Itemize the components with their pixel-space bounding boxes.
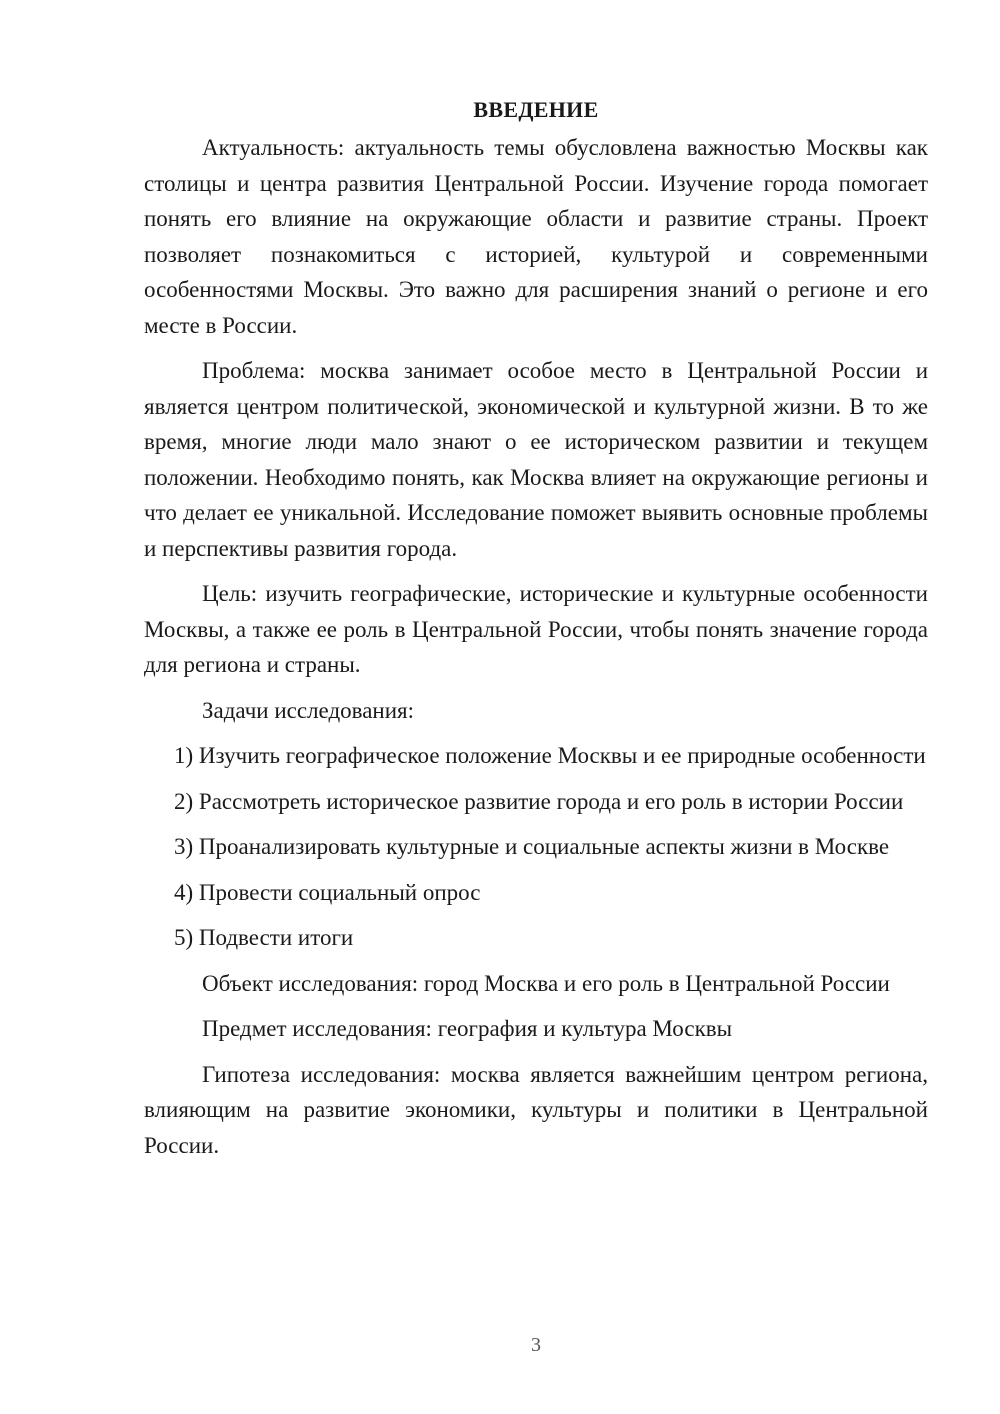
page-content [144,92,928,1173]
goal-paragraph: Цель: изучить географические, исторические и культурные особенности Москвы, а также ее роль в Центральной России, чтобы понять значение города для региона и страны. [144,581,928,677]
object-paragraph: Объект исследования: город Москва и его роль в Центральной России [202,970,890,996]
subject-paragraph: Предмет исследования: география и культура Москвы [202,1016,733,1041]
page-number: 3 [531,1334,541,1356]
tasks-title: Задачи исследования: [202,697,415,723]
task-item-4: 4) Провести социальный опрос [174,879,481,905]
section-heading: ВВЕДЕНИЕ [473,97,599,122]
hypothesis-paragraph: Гипотеза исследования: москва является важнейшим центром региона, влияющим на развитие экономики, культуры и политики в Центральной России. [144,1061,928,1158]
task-item-1: 1) Изучить географическое положение Москвы и ее природные особенности [174,743,926,768]
relevance-paragraph: Актуальность: актуальность темы обусловлена важностью Москвы как столицы и центра развития Центральной России. Изучение города помогает понять его влияние на окружающие области и развитие страны. Проект позволяет познакомиться с историей, культурой и современными особенностями Москвы. Это важно для расширения знаний о регионе и его месте в России. [144,135,928,338]
task-item-2: 2) Рассмотреть историческое развитие города и его роль в истории России [174,788,904,814]
task-item-3: 3) Проанализировать культурные и социальные аспекты жизни в Москве [174,834,890,859]
problem-paragraph: Проблема: москва занимает особое место в Центральной России и является центром политической, экономической и культурной жизни. В то же время, многие люди мало знают о ее историческом развитии и текущем положении. Необходимо понять, как Москва влияет на окружающие регионы и что делает ее уникальной. Исследование поможет выявить основные проблемы и перспективы развития города. [144,358,928,561]
task-item-5: 5) Подвести итоги [174,925,354,950]
